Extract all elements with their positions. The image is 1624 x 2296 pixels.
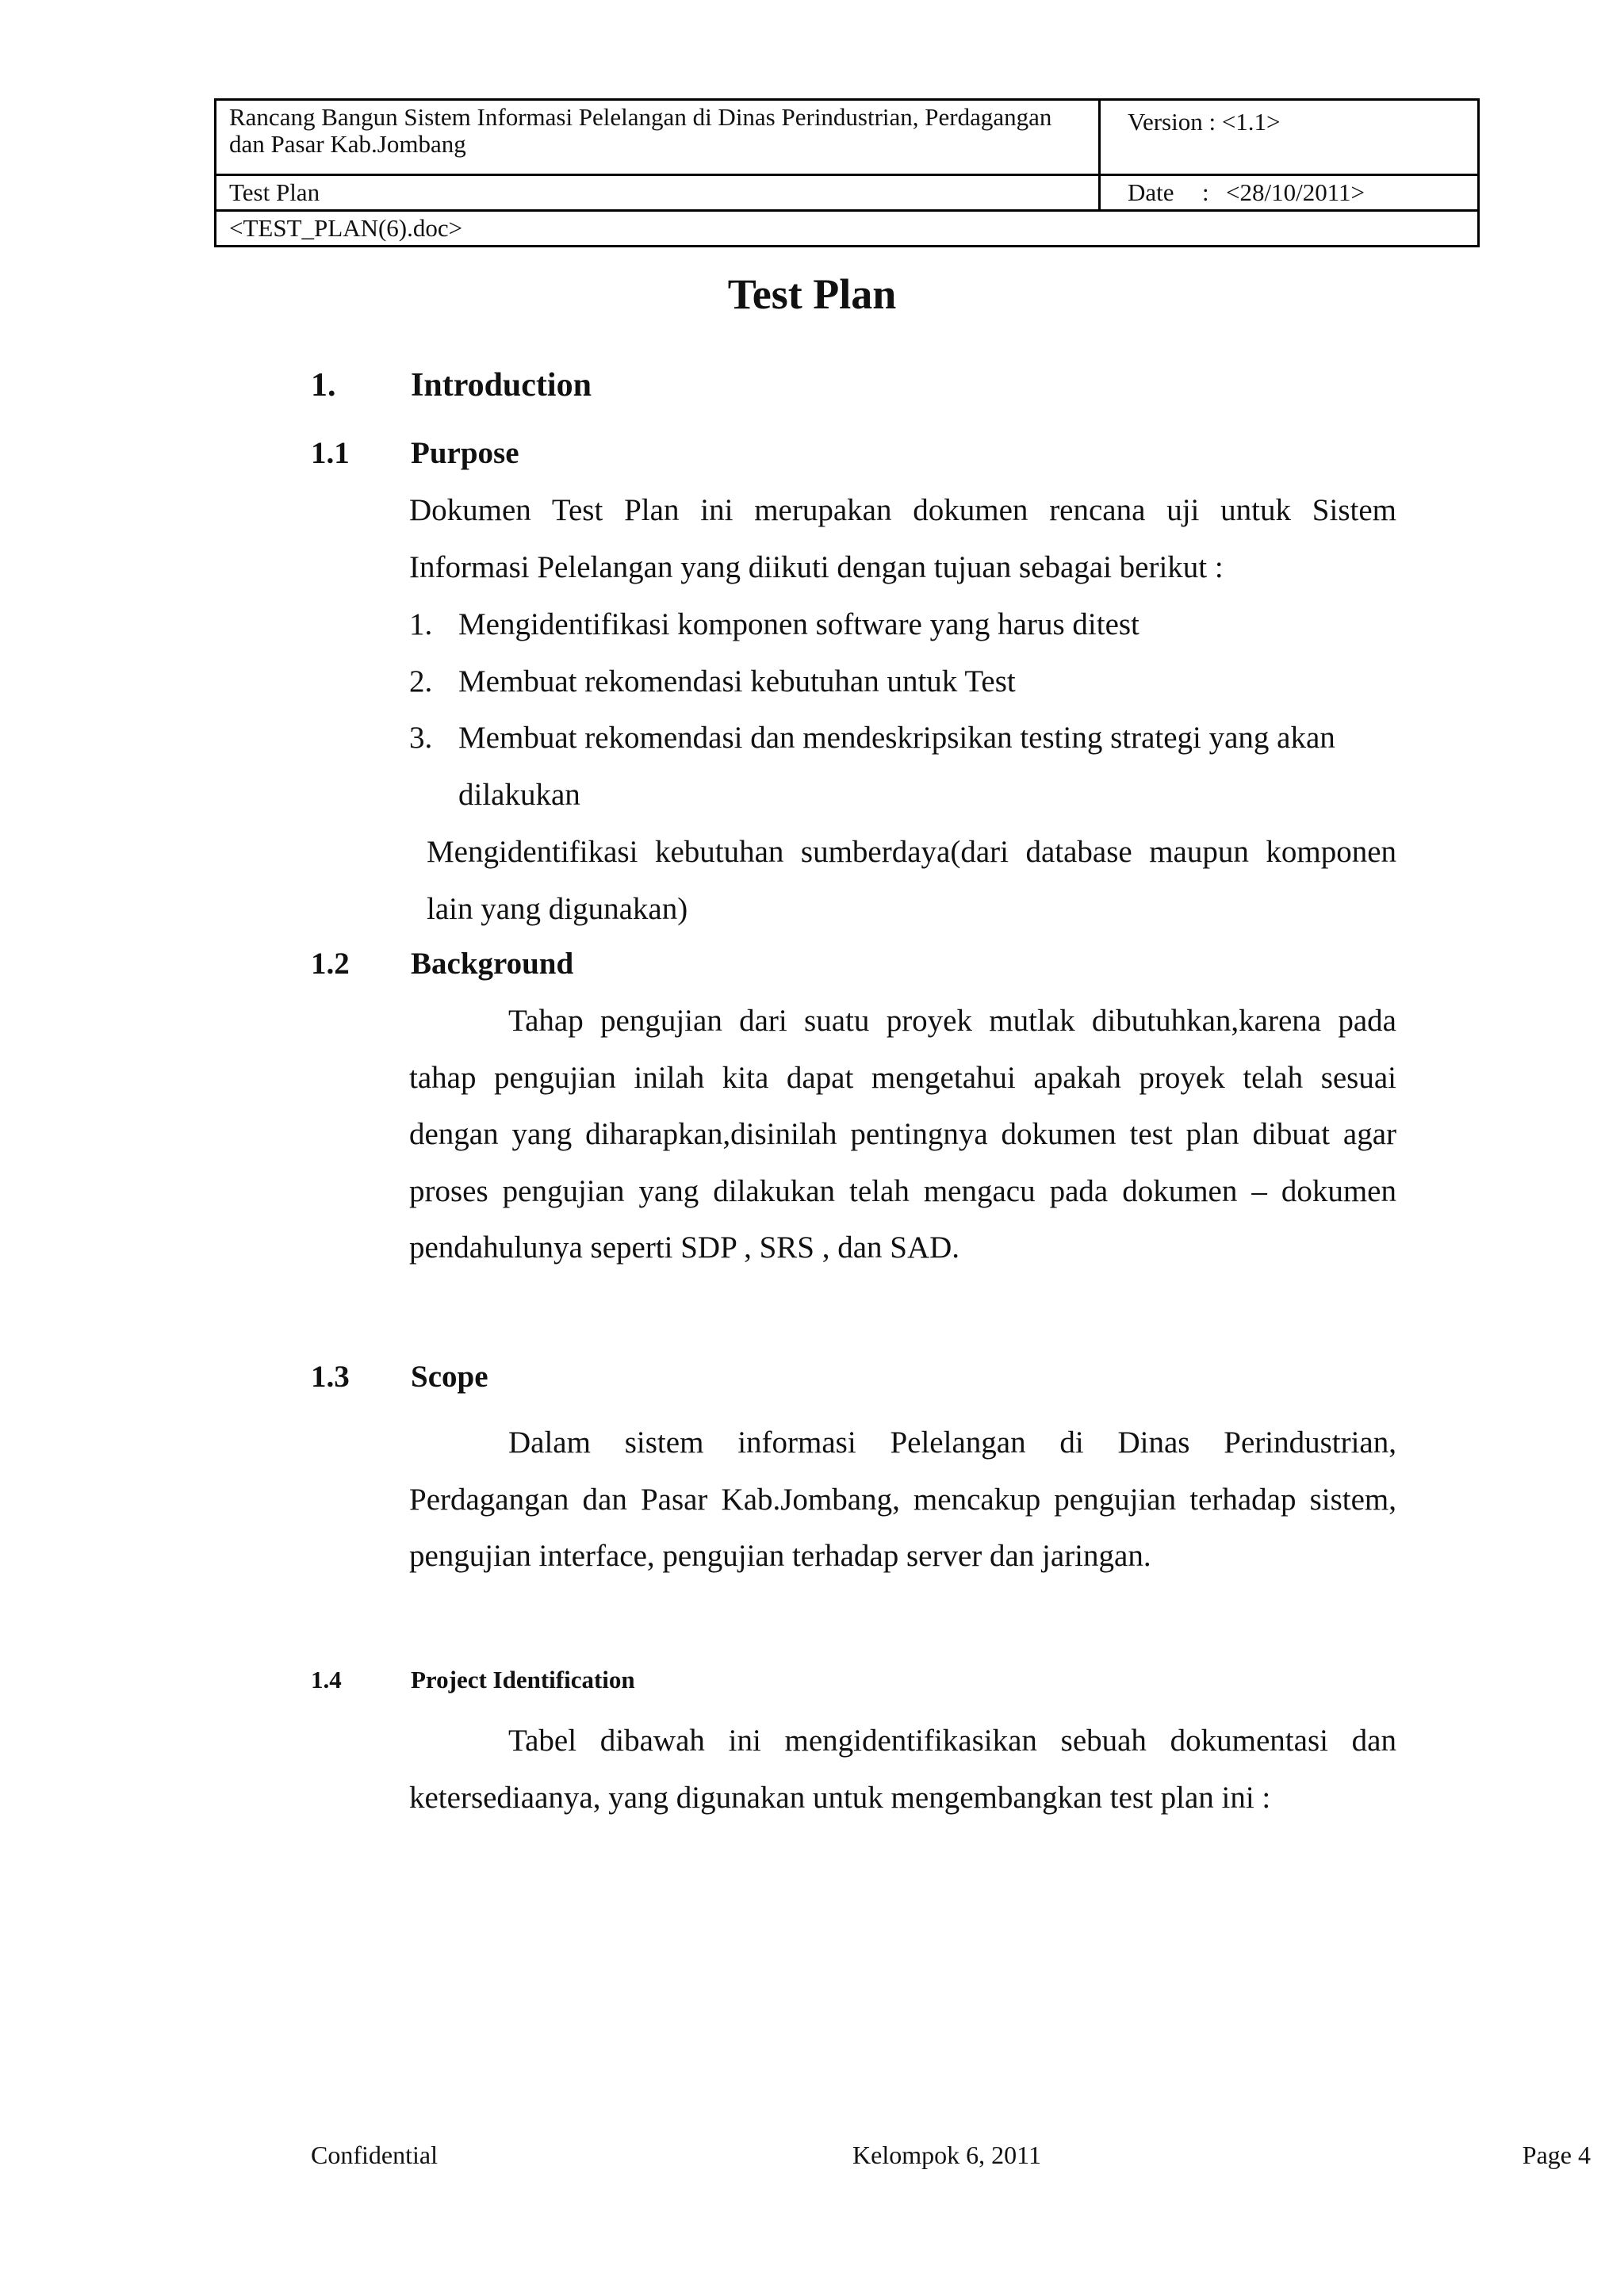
subsection-number: 1.1 bbox=[311, 436, 350, 470]
document-header-table bbox=[214, 98, 1480, 247]
header-project-title: Rancang Bangun Sistem Informasi Pelelangan di Dinas Perindustrian, Perdagangan dan Pasar Kab.Jombang bbox=[216, 100, 1100, 175]
header-version: Version : <1.1> bbox=[1100, 100, 1479, 175]
header-date-value: <28/10/2011> bbox=[1226, 178, 1365, 206]
subsection-number: 1.2 bbox=[311, 947, 350, 981]
footer-group: Kelompok 6, 2011 bbox=[852, 2141, 1041, 2169]
background-paragraph: Tahap pengujian dari suatu proyek mutlak dibutuhkan,karena pada tahap pengujian inilah kita dapat mengetahui apakah proyek telah sesuai dengan yang diharapkan,disinilah pentingnya dokumen test plan dibuat agar proses pengujian yang dilakukan telah mengacu pada dokumen – dokumen pendahulunya seperti SDP , SRS , dan SAD. bbox=[409, 1004, 1396, 1265]
footer-confidential: Confidential bbox=[311, 2141, 438, 2169]
subsection-title: Background bbox=[411, 947, 574, 981]
page-title: Test Plan bbox=[727, 270, 897, 318]
subsection-number: 1.3 bbox=[311, 1360, 350, 1394]
header-date-cell bbox=[1100, 175, 1479, 211]
list-item: 2. Membuat rekomendasi kebutuhan untuk Test bbox=[409, 664, 1016, 698]
footer-page-number: Page 4 bbox=[1522, 2141, 1591, 2169]
subsection-title: Scope bbox=[411, 1360, 488, 1394]
header-filename: <TEST_PLAN(6).doc> bbox=[216, 211, 1479, 247]
section-number: 1. bbox=[311, 367, 336, 404]
purpose-list bbox=[409, 596, 1396, 823]
header-date-separator: : bbox=[1202, 178, 1209, 206]
purpose-intro-paragraph: Dokumen Test Plan ini merupakan dokumen rencana uji untuk Sistem Informasi Pelelangan yang diikuti dengan tujuan sebagai berikut : bbox=[409, 493, 1396, 584]
scope-paragraph: Dalam sistem informasi Pelelangan di Dinas Perindustrian, Perdagangan dan Pasar Kab.Jombang, mencakup pengujian terhadap sistem, pengujian interface, pengujian terhadap server dan jaringan. bbox=[409, 1425, 1396, 1573]
purpose-extra-paragraph: Mengidentifikasi kebutuhan sumberdaya(dari database maupun komponen lain yang digunakan) bbox=[427, 835, 1396, 926]
project-identification-paragraph: Tabel dibawah ini mengidentifikasikan sebuah dokumentasi dan ketersediaanya, yang digunakan untuk mengembangkan test plan ini : bbox=[409, 1724, 1396, 1815]
section-title: Introduction bbox=[411, 367, 592, 404]
list-item: 3. Membuat rekomendasi dan mendeskripsikan testing strategi yang akan dilakukan bbox=[409, 721, 1335, 812]
header-doc-type: Test Plan bbox=[216, 175, 1100, 211]
subsection-number: 1.4 bbox=[311, 1666, 342, 1693]
list-item: 1. Mengidentifikasi komponen software yang harus ditest bbox=[409, 607, 1139, 641]
header-date-label: Date bbox=[1128, 178, 1174, 206]
subsection-title: Purpose bbox=[411, 436, 519, 470]
subsection-title: Project Identification bbox=[411, 1666, 635, 1693]
